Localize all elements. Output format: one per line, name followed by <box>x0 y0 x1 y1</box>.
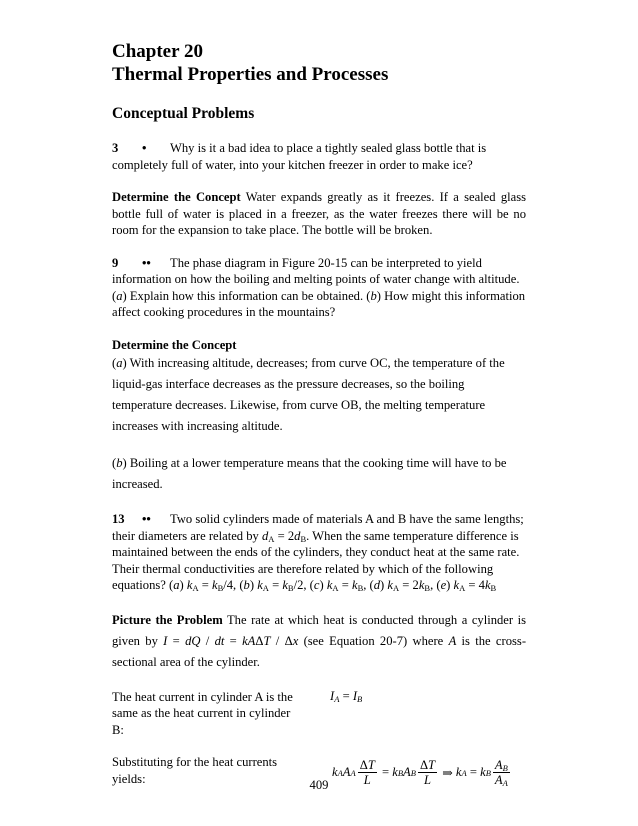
step-1 <box>112 689 526 739</box>
chapter-number: Chapter 20 <box>112 41 203 62</box>
problem-13-question: 13 •• Two solid cylinders made of materials A and B have the same lengths; their diameters are related by $d_A = 2d_B$. When the same temperature difference is maintained between the ends of the cylinders, they conduct heat at the same rate. Their thermal conductivities are therefore related by which of the following equations? (a) $k_A = k_B/4$, (b) $k_A = k_B/2$, (c) $k_A = k_B$, (d) $k_A = 2k_B$, (e) $k_A = 4k_B$ <box>112 512 524 593</box>
problem-9-answer-b: (b) Boiling at a lower temperature means that the cooking time will have to be increased. <box>112 456 507 491</box>
step-1-equation: $I_A = I_B$ <box>330 688 363 704</box>
problem-13-difficulty: •• <box>142 512 151 526</box>
step-2-equation: k A A A $\frac{\Delta T}{L}$ = k B A B $\frac{\Delta T}{L}$ ⇒ k A = k B $\frac{A_B}{A_A}$ <box>332 758 508 788</box>
problem-3-question: 3 • Why is it a bad idea to place a tightly sealed glass bottle that is completely full of water, into your kitchen freezer in order to make ice? <box>112 141 487 172</box>
problem-9-number: 9 <box>112 255 119 270</box>
problem-3-solution: Determine the Concept Water expands greatly as it freezes. If a sealed glass bottle full of water is placed in a freezer, as the water freezes there will be no room for the expansion to take place. The bottle will be broken. <box>112 190 527 237</box>
solution-label: Determine the Concept <box>112 190 241 204</box>
page-number: 409 <box>309 778 329 792</box>
problem-9-solution-label: Determine the Concept <box>112 337 237 352</box>
problem-9-answer-a: (a) With increasing altitude, decreases; from curve OC, the temperature of the liquid-gas interface decreases as the pressure decreases, so the boiling temperature decreases. Likewise, from curve OB, the melting temperature increases with increasing altitude. <box>112 356 505 433</box>
chapter-title: Thermal Properties and Processes <box>112 64 389 85</box>
step-1-text: The heat current in cylinder A is the same as the heat current in cylinder B: <box>112 689 293 737</box>
problem-3-difficulty: • <box>142 141 147 155</box>
picture-label: Picture the Problem <box>112 612 223 627</box>
page-content <box>112 40 526 787</box>
problem-9-difficulty: •• <box>142 255 151 270</box>
step-2-text: Substituting for the heat currents yields: <box>112 755 278 786</box>
problem-9-question: 9 •• The phase diagram in Figure 20-15 can be interpreted to yield information on how the boiling and melting points of water change with altitude. (a) Explain how this information can be obtained. (b) How might this information affect cooking procedures in the mountains? <box>112 255 526 319</box>
problem-13-number: 13 <box>112 512 125 526</box>
chapter-heading <box>112 40 526 86</box>
problem-13-picture: Picture the Problem The rate at which heat is conducted through a cylinder is given by I = dQ / dt = kAΔT / Δx (see Equation 20-7) where A is the cross-sectional area of the cylinder. <box>112 612 527 669</box>
problem-3-number: 3 <box>112 141 119 155</box>
section-heading: Conceptual Problems <box>112 105 255 122</box>
